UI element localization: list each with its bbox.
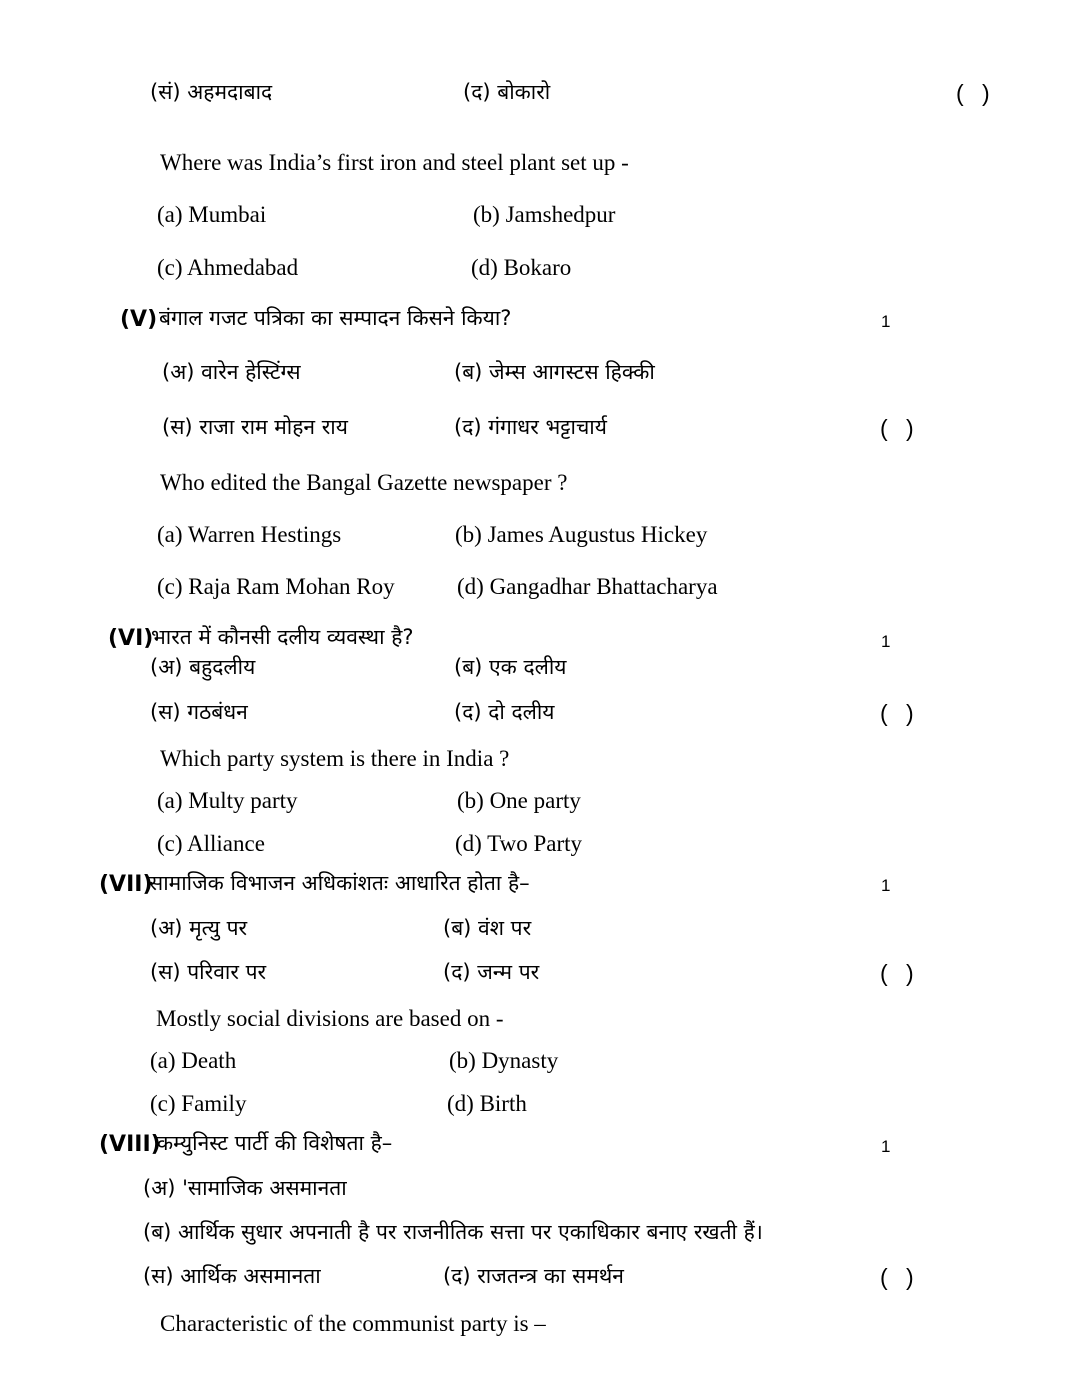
option-english-a: (a) Mumbai bbox=[157, 202, 267, 227]
option-english-c: (c) Family bbox=[150, 1091, 247, 1116]
answer-bracket: ( ) bbox=[880, 415, 920, 441]
option-hindi-c: (स) आर्थिक असमानता bbox=[143, 1264, 321, 1288]
question-number: (VI) bbox=[108, 626, 154, 651]
option-hindi-d: (द) दो दलीय bbox=[454, 700, 555, 724]
option-english-d: (d) Gangadhar Bhattacharya bbox=[457, 574, 718, 599]
question-hindi: सामाजिक विभाजन अधिकांशतः आधारित होता है– bbox=[149, 871, 530, 895]
option-hindi-b: (ब) जेम्स आगस्टस हिक्की bbox=[454, 360, 655, 384]
option-english-a: (a) Death bbox=[150, 1048, 237, 1073]
option-hindi-a: (अ) वारेन हेस्टिंग्स bbox=[162, 360, 301, 384]
option-hindi-b: (ब) वंश पर bbox=[443, 916, 532, 940]
option-hindi-a: (अ) मृत्यु पर bbox=[150, 916, 248, 940]
option-english-b: (b) One party bbox=[457, 788, 581, 813]
question-english: Mostly social divisions are based on - bbox=[156, 1006, 504, 1031]
option-english-a: (a) Warren Hestings bbox=[157, 522, 342, 547]
option-hindi-c: (सं) अहमदाबाद bbox=[150, 80, 273, 104]
question-number: (V) bbox=[120, 307, 158, 332]
question-hindi: कम्युनिस्ट पार्टी की विशेषता है– bbox=[157, 1131, 393, 1155]
answer-bracket: ( ) bbox=[880, 700, 920, 726]
question-english: Where was India’s first iron and steel plant set up - bbox=[160, 150, 629, 175]
option-hindi-c: (स) राजा राम मोहन राय bbox=[162, 415, 348, 439]
option-hindi-d: (द) राजतन्त्र का समर्थन bbox=[443, 1264, 624, 1288]
option-english-c: (c) Ahmedabad bbox=[157, 255, 299, 280]
option-english-b: (b) Dynasty bbox=[449, 1048, 559, 1073]
option-hindi-a: (अ) बहुदलीय bbox=[150, 655, 256, 679]
option-english-c: (c) Raja Ram Mohan Roy bbox=[157, 574, 395, 599]
question-number: (VII) bbox=[99, 872, 153, 897]
option-hindi-d: (द) जन्म पर bbox=[443, 960, 540, 984]
answer-bracket: ( ) bbox=[880, 960, 920, 986]
question-hindi: बंगाल गजट पत्रिका का सम्पादन किसने किया? bbox=[159, 306, 512, 330]
option-hindi-a: (अ) 'सामाजिक असमानता bbox=[143, 1176, 347, 1200]
marks: 1 bbox=[881, 632, 891, 651]
option-english-a: (a) Multy party bbox=[157, 788, 298, 813]
option-hindi-d: (द) बोकारो bbox=[463, 80, 551, 104]
option-english-b: (b) James Augustus Hickey bbox=[455, 522, 708, 547]
answer-bracket: ( ) bbox=[880, 1264, 920, 1290]
option-english-c: (c) Alliance bbox=[157, 831, 265, 856]
option-hindi-d: (द) गंगाधर भट्टाचार्य bbox=[454, 415, 607, 439]
answer-bracket: ( ) bbox=[956, 80, 996, 106]
option-hindi-c: (स) परिवार पर bbox=[150, 960, 267, 984]
option-english-b: (b) Jamshedpur bbox=[473, 202, 616, 227]
marks: 1 bbox=[881, 1137, 891, 1156]
marks: 1 bbox=[881, 876, 891, 895]
question-english: Which party system is there in India ? bbox=[160, 746, 510, 771]
option-hindi-c: (स) गठबंधन bbox=[150, 700, 248, 724]
option-hindi-b: (ब) आर्थिक सुधार अपनाती है पर राजनीतिक सत्ता पर एकाधिकार बनाए रखती हैं। bbox=[143, 1220, 763, 1244]
option-hindi-b: (ब) एक दलीय bbox=[454, 655, 567, 679]
option-english-d: (d) Two Party bbox=[455, 831, 583, 856]
option-english-d: (d) Bokaro bbox=[471, 255, 572, 280]
question-english: Characteristic of the communist party is – bbox=[160, 1311, 546, 1336]
marks: 1 bbox=[881, 312, 891, 331]
option-english-d: (d) Birth bbox=[447, 1091, 527, 1116]
question-number: (VIII) bbox=[99, 1132, 161, 1157]
question-hindi: भारत में कौनसी दलीय व्यवस्था है? bbox=[151, 625, 414, 649]
question-english: Who edited the Bangal Gazette newspaper ? bbox=[160, 470, 568, 495]
